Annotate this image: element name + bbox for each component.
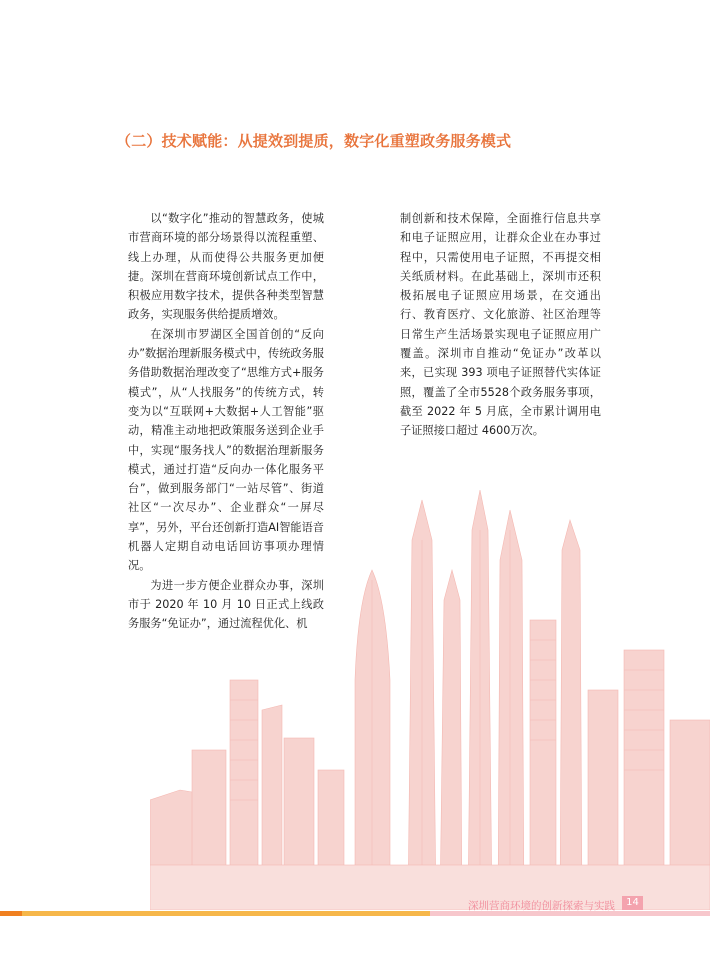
paragraph-3-continued: 制创新和技术保障，全面推行信息共享和电子证照应用，让群众企业在办事过程中，只需使用电子证照，不再提交相关纸质材料。在此基础上，深圳市还积极拓展电子证照应用场景，在交通出行、教育医疗、文化旅游、社区治理等日常生产生活场景实现电子证照应用广覆盖。深圳市自推动“免证办”改革以来，已实现 393 项电子证照替代实体证照，覆盖了全市5528个政务服务事项，截至 2022 年 5 月底，全市累计调用电子证照接口超过 4600万次。 (400, 212, 601, 438)
footer-bar-yellow (22, 911, 430, 916)
paragraph-3: 为进一步方便企业群众办事，深圳市于 2020 年 10 月 10 日正式上线政务服务“免证办”，通过流程优化、机 (128, 578, 324, 631)
right-text-column (400, 209, 601, 441)
page-number: 14 (622, 896, 643, 910)
paragraph-2: 在深圳市罗湖区全国首创的“反向办”数据治理新服务模式中，传统政务服务借助数据治理改变了“思维方式+服务模式”，从“人找服务”的传统方式，转变为以“互联网+大数据+人工智能”驱动，精准主动地把政策服务送到企业手中，实现“服务找人”的数据治理新服务模式，通过打造“反向办一体化服务平台”，做到服务部门“一站尽管”、街道社区“一次尽办”、企业群众“一屏尽享”，另外，平台还创新打造AI智能语音机器人定期自动电话回访事项办理情况。 (128, 327, 324, 573)
city-skyline-illustration (150, 470, 710, 910)
footer-bar-orange (0, 911, 22, 916)
section-title: （二）技术赋能：从提效到提质，数字化重塑政务服务模式 (116, 132, 512, 150)
running-title: 深圳营商环境的创新探索与实践 (468, 900, 615, 912)
paragraph-1: 以“数字化”推动的智慧政务，使城市营商环境的部分场景得以流程重塑、线上办理，从而使得公共服务更加便捷。深圳在营商环境创新试点工作中，积极应用数字技术，提供各种类型智慧政务，实现服务供给提质增效。 (128, 212, 324, 322)
